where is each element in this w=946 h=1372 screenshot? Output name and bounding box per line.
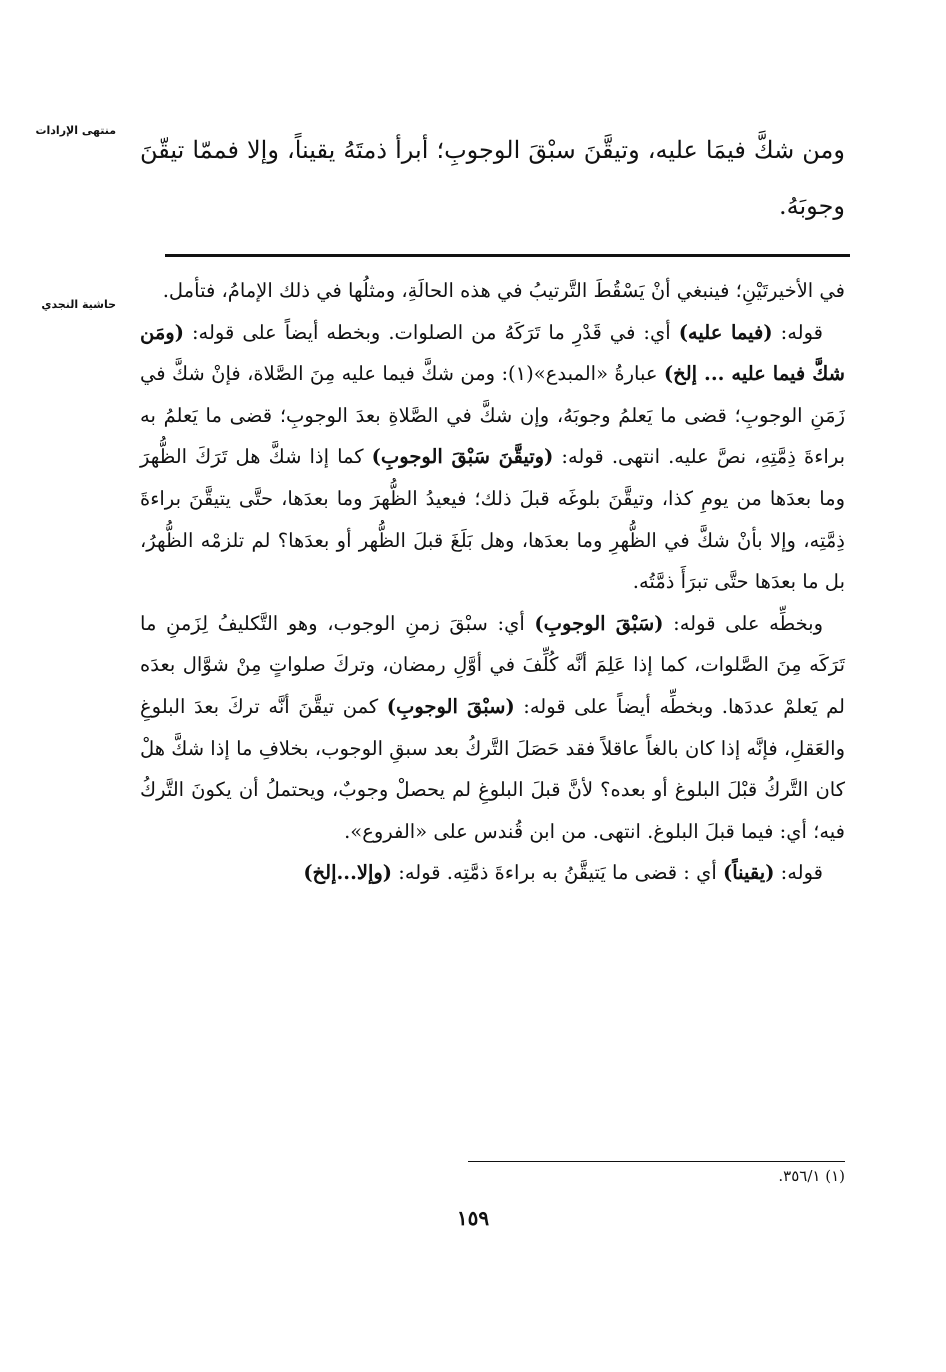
side-label-middle: حاشية النجدي — [41, 298, 116, 311]
commentary-text: كما إذا شكَّ هل تَرَكَ الظُّهرَ وما بعدَها من يومِ كذا، وتيقَّنَ بلوغَه قبلَ ذلك؛ فيعيدُ الظُّهرَ وما بعدَها، حتَّى يتيقَّنَ براءةَ ذِمَّتِه، وإلا بأنْ شكَّ في الظُّهرِ وما بعدَها، وهل بَلَغَ قبلَ الظُّهر أو بعدَها؟ لم تلزمْه الظُّهرُ، بل ما بعدَها حتَّى تبرَأَ ذمَّتُه. — [140, 445, 845, 594]
main-text: ومن شكَّ فيمَا عليه، وتيقَّنَ سبْقَ الوجوبِ؛ أبرأ ذمتَهُ يقيناً، وإلا فممّا تيقّنَ وجوبَهُ. — [140, 136, 845, 220]
commentary-text: وبخطِّه على قوله: — [663, 611, 824, 635]
commentary-paragraph — [140, 270, 845, 312]
footnote: (١) ٣٥٦/١. — [778, 1167, 845, 1185]
quoted-phrase: (يقيناً) — [722, 861, 775, 885]
side-label-top: منتهى الإرادات — [35, 124, 116, 137]
commentary-text: أي: في قَدْرِ ما تَرَكَهُ من الصلوات. وبخطه أيضاً على قوله: — [183, 320, 679, 344]
page-number: ١٥٩ — [456, 1206, 490, 1230]
commentary-paragraph — [140, 852, 845, 894]
section-divider — [165, 254, 850, 257]
commentary-text: قوله: — [772, 320, 823, 344]
commentary-text: في الأخيرتَيْنِ؛ فينبغي أنْ يَسْقُطَ التَّرتيبُ في هذه الحالَةِ، ومثلُها في ذلك الإمامُ، فتأمل. — [162, 279, 845, 302]
quoted-phrase: (سَبْقَ الوجوبِ) — [534, 611, 664, 635]
quoted-phrase: (ومَن شكَّ فيما عليه ... إلخ) — [140, 320, 845, 386]
commentary-paragraph — [140, 312, 845, 603]
commentary-text: عبارةُ «المبدع»(١): ومن شكَّ فيما عليه مِنَ الصَّلاة، فإنْ شكَّ في زَمَنِ الوجوبِ؛ قضى ما يَعلمُ وجوبَهُ، وإن شكَّ في الصَّلاةِ بعدَ الوجوبِ؛ قضى ما يَعلمُ به براءةَ ذِمَّتِهِ، نصَّ عليه. انتهى. قوله: — [140, 362, 845, 469]
quoted-phrase: (سبْقَ الوجوبِ) — [386, 694, 515, 718]
quoted-phrase: (فيما عليه) — [678, 320, 773, 344]
commentary-text: قوله: — [774, 861, 823, 885]
commentary-text: أي : قضى ما يَتيقَّنُ به براءةَ ذمَّتِه. قوله: — [392, 861, 723, 885]
commentary-paragraph — [140, 603, 845, 853]
commentary — [140, 270, 845, 894]
commentary-text: كمن تيقَّنَ أنَّه تركَ بعدَ البلوغِ والعَقلِ، فإنَّه إذا كان بالغاً عاقلاً فقد حَصَلَ التَّركُ بعد سبقِ الوجوب، بخلافِ ما إذا شكَّ هلْ كان التَّركُ قبْلَ البلوغ أو بعده؟ لأنَّ قبلَ البلوغِ لم يحصلْ وجوبٌ، ويحتملُ أن يكونَ التَّركُ فيه؛ أي: فيما قبلَ البلوغ. انتهى. من ابن قُندس على «الفروع». — [140, 694, 845, 843]
commentary-text: أي: سبْقَ زمنِ الوجوب، وهو التَّكليفُ لِزَمنِ ما تَرَكَه مِنَ الصَّلوات، كما إذا عَلِمَ أنَّه كُلِّفَ في أوَّلِ رمضان، وتركَ صلواتٍ مِنْ شوَّال بعدَه لم يَعلمْ عددَها. وبخطِّه أيضاً على قوله: — [140, 611, 845, 718]
quoted-phrase: (وإلا...إلخ) — [303, 861, 393, 885]
footnote-divider — [468, 1161, 845, 1162]
quoted-phrase: (وتيقَّنَ سَبْقَ الوجوبِ) — [371, 445, 554, 469]
